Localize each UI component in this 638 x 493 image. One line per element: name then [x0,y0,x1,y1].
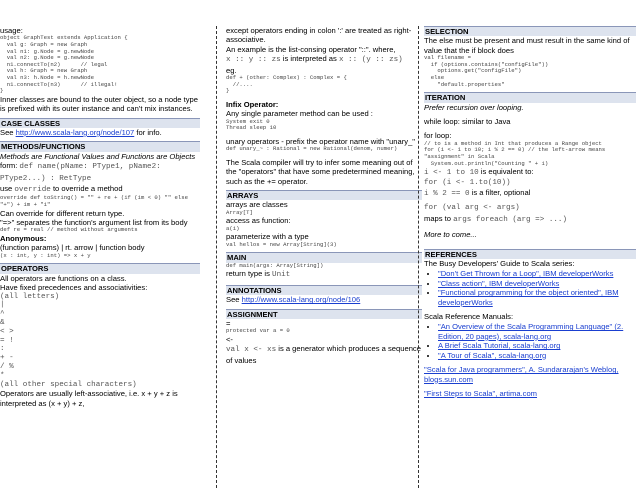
inner-class-text: Inner classes are bound to the outer object, so a node type is prefixed with its outer instance and can't mix instances. [0,94,198,114]
references-intro: The Busy Developers' Guide to Scala series: [424,259,575,269]
arrays-param: parameterize with a type [226,232,309,242]
list-item [438,279,636,288]
column-1 [0,26,200,408]
precedence-item: | [0,301,5,310]
listcons-code: x :: y :: zs [226,56,281,65]
listcons-mid: is interpreted as [280,54,339,64]
precedence-item: (all letters) [0,292,60,301]
manual-link[interactable]: "A Tour of Scala", scala-lang.org [438,350,547,360]
infix-header: Infix Operator: [226,99,279,109]
maps-line [424,214,636,225]
precedence-item: ^ [0,310,5,319]
operators-text-3: Operators are usually left-associative, i.e. x + y + z is interpreted as (x + y) + z, [0,389,178,408]
reference-link[interactable]: "Functional programming for the object oriented", IBM developerWorks [438,288,619,307]
manuals-label: Scala Reference Manuals: [424,312,514,322]
for-code-3: i % 2 == 0 [424,190,470,198]
precedence-item: : [0,345,5,354]
annotations-text [226,295,422,304]
main-return-line [226,269,422,280]
selection-header: SELECTION [424,26,636,36]
for-line-3 [424,188,636,199]
main-code: def main(args: Array[String]) [226,261,324,269]
generator-line [226,344,422,365]
precedence-item: (all other special characters) [0,380,137,389]
column-2 [226,26,422,365]
use-label: use [0,184,15,193]
override-example: override def toString() = "" + re + (if (im < 0) "" else "+") + im + "i" [0,194,188,208]
for-text-1: is equivalent to: [478,167,534,177]
unary-code: def unary_~ : Rational = new Rational(denom, numer) [226,145,398,153]
arrays-code-1: Array[T] [226,208,253,216]
manual-link[interactable]: "An Overview of the Scala Programming Language" (2. Edition, 20 pages), scala-lang.org [438,322,624,341]
assign-code-1: protected var a = 0 [226,327,290,335]
infix-code: System exit 0 Thread sleep 10 [226,117,277,132]
case-classes-text [0,128,200,137]
operators-header: OPERATORS [0,263,200,273]
infix-text: Any single parameter method can be used : [226,109,373,119]
anonymous-header: Anonymous: [0,234,47,243]
generator-text: is a generator which produces a sequence of values [226,344,421,365]
reference-link[interactable]: "Don't Get Thrown for a Loop", IBM developerWorks [438,269,614,279]
manuals-list [424,322,636,360]
reference-link[interactable]: "Class action", IBM developerWorks [438,278,560,288]
arrays-text: arrays are classes [226,200,288,210]
list-item [438,351,636,360]
column-divider [418,26,419,488]
precedence-item: < > [0,327,14,336]
for-code: // to is a method in Int that produces a Range object for (i <- 1 to 10; i % 2 == 0) // the left-arrow means "assignment" in Scala System.out.println("Counting " + i) [424,139,606,167]
generator-code: val x <- xs [226,346,277,355]
series-list [424,269,636,307]
assign-arrow: <- [226,335,233,345]
methods-intro: Methods are Functional Values and Functions are Objects [0,151,196,161]
manual-link[interactable]: A Brief Scala Tutorial, scala-lang.org [438,341,561,351]
for-label: for loop: [424,131,452,141]
while-text: while loop: similar to Java [424,117,511,126]
arrays-access: access as function: [226,216,291,226]
associativity-text: except operators ending in colon ':' are treated as right-associative. [226,26,412,45]
form-line [0,161,200,184]
anonymous-text: (function params) | rt. arrow | function body [0,243,145,253]
precedence-item: * [0,371,5,380]
operators-text-2: Have fixed precedences and associativities: [0,283,148,293]
references-header: REFERENCES [424,249,636,259]
listcons-line [226,54,422,65]
override-keyword: override [14,186,51,194]
annotations-header: ANNOTATIONS [226,285,422,295]
more-to-come: More to come... [424,230,477,240]
list-item [438,341,636,350]
iteration-text: Prefer recursion over looping. [424,102,524,112]
for-code-4: for (val arg <- args) [424,204,520,213]
for-code-1: i <- 1 to 10 [424,169,479,178]
list-item [438,288,636,307]
return-type-text: Can override for different return type. [0,208,125,218]
maps-label: maps to [424,213,454,223]
precedence-item: = ! [0,336,14,345]
precedence-list [0,293,200,390]
use-after: to override a method [50,184,123,193]
blog-link[interactable]: "Scala for Java programmers", A. Sundararajan's Weblog, blogs.sun.com [424,365,619,384]
assign-eq: = [226,319,231,329]
maps-code: args foreach (arg => ...) [453,215,568,224]
eg-label: eg. [226,65,237,75]
main-return-text: return type is [226,269,273,279]
arrays-code-3: val hellos = new Array[String](3) [226,240,337,248]
for-code-2: for (i <- 1.to(10)) [424,178,511,187]
column-divider [216,26,217,488]
case-after-label: for info. [134,127,162,137]
listcons-code-2: x :: (y :: zs) [338,56,403,65]
form-code: def name(pName: PType1, pName2: PType2...) : RetType [0,163,161,183]
unit-code: Unit [272,271,291,280]
annot-see-label: See [226,295,242,305]
methods-header: METHODS/FUNCTIONS [0,141,200,151]
for-text-3: is a filter, optional [469,188,531,197]
list-item [438,269,636,278]
arrow-text: "=>" separates the function's argument list from its body [0,218,188,227]
anonymous-code: (x : int, y : int) => x + y [0,251,91,259]
arrow-code: def re = real // method without arguments [0,226,138,234]
unary-text: unary operators - prefix the operator name with "unary_" [226,136,416,146]
case-classes-link[interactable]: http://www.scala-lang.org/node/107 [15,127,135,137]
case-classes-header: CASE CLASSES [0,118,200,128]
operators-text-1: All operators are functions on a class. [0,273,127,283]
annotations-link[interactable]: http://www.scala-lang.org/node/106 [241,295,361,305]
form-label: form: [0,161,20,171]
arrays-code-2: a(i) [226,224,240,232]
listcons-text: An example is the list-consing operator "::". where, [226,44,396,54]
case-see-label: See [0,127,16,137]
compiler-text: The Scala compiler will try to infer some meaning out of the "operators" that have some predetermined meaning, such as the += operator. [226,157,415,186]
precedence-item: / % [0,363,14,371]
selection-text: The else must be present and must result in the same kind of value that the if block does [424,36,630,55]
for-line-1 [424,167,636,178]
usage-code: object GraphTest extends Application { val g: Graph = new Graph val n1: g.Node = g.newNode val n2: g.Node = g.newNode n1.connectTo(n2) // legal val h: Graph = new Graph val n3: h.Node = h.newNode n1.connectTo(n3) // illegal! } [0,34,128,95]
main-header: MAIN [226,252,422,262]
arrays-header: ARRAYS [226,190,422,200]
eg-code: def + (other: Complex) : Complex = { //.... } [226,74,347,95]
iteration-header: ITERATION [424,92,636,102]
assignment-header: ASSIGNMENT [226,309,422,319]
precedence-item: & [0,319,5,328]
artima-link[interactable]: "First Steps to Scala", artima.com [424,388,538,398]
precedence-item: + - [0,354,14,363]
selection-code: val filename = if (options.contains("configFile")) options.get("configFile") else "default.properties" [424,54,549,88]
usage-label: usage: [0,26,23,35]
list-item [438,322,636,341]
column-3 [424,26,636,398]
